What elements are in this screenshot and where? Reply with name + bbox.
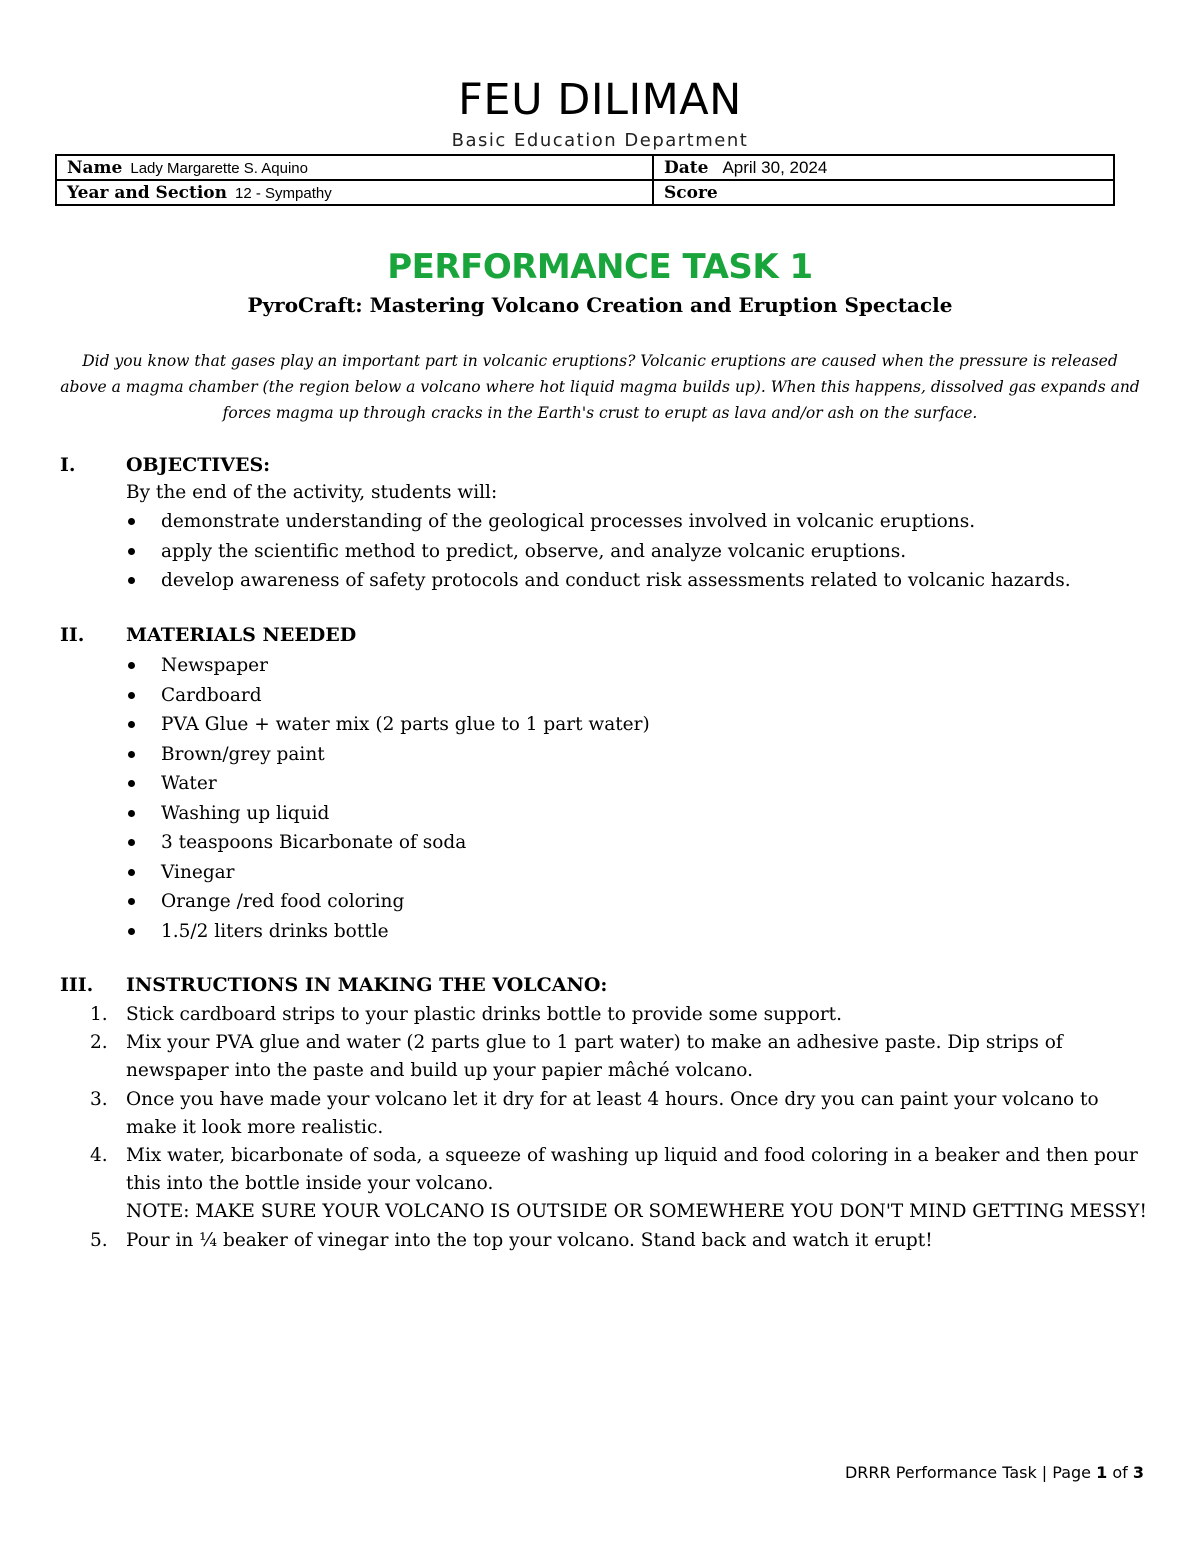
step-number: 1. bbox=[90, 1004, 108, 1025]
list-item bbox=[126, 740, 1156, 770]
list-item-text: PVA Glue + water mix (2 parts glue to 1 part water) bbox=[161, 714, 650, 735]
list-item bbox=[126, 858, 1156, 888]
list-item-text: Newspaper bbox=[161, 655, 268, 676]
task-subtitle: PyroCraft: Mastering Volcano Creation and Eruption Spectacle bbox=[247, 293, 953, 317]
list-item-text: Orange /red food coloring bbox=[161, 891, 405, 912]
list-item bbox=[90, 1142, 1150, 1227]
footer-of: of bbox=[1112, 1463, 1128, 1482]
list-item bbox=[126, 887, 1156, 917]
section-label: Year and Section bbox=[67, 182, 227, 203]
score-label: Score bbox=[664, 182, 718, 203]
step-number: 2. bbox=[90, 1032, 108, 1054]
list-item bbox=[126, 537, 1156, 567]
list-item bbox=[90, 1227, 1150, 1255]
list-item bbox=[126, 651, 1156, 681]
bullet-icon bbox=[128, 577, 135, 584]
intro-paragraph: Did you know that gases play an important part in volcanic eruptions? Volcanic eruptions are caused when the pressure is released above a magma chamber (the region below a volcano where hot liquid magma builds up). When this happens, dissolved gas expands and forces magma up through cracks in the Earth's crust to erupt as lava and/or ash on the surface. bbox=[60, 352, 1140, 422]
materials-heading: MATERIALS NEEDED bbox=[126, 624, 357, 646]
step-note: NOTE: MAKE SURE YOUR VOLCANO IS OUTSIDE OR SOMEWHERE YOU DON'T MIND GETTING MESSY! bbox=[126, 1201, 1147, 1223]
list-item-text: apply the scientific method to predict, observe, and analyze volcanic eruptions. bbox=[161, 540, 907, 562]
list-item-text: Brown/grey paint bbox=[161, 743, 325, 765]
objectives-heading: OBJECTIVES: bbox=[126, 454, 271, 476]
bullet-icon bbox=[128, 839, 135, 846]
bullet-icon bbox=[128, 721, 135, 728]
bullet-icon bbox=[128, 869, 135, 876]
list-item bbox=[126, 769, 1156, 799]
bullet-icon bbox=[128, 898, 135, 905]
date-label: Date bbox=[664, 157, 709, 178]
instructions-heading: INSTRUCTIONS IN MAKING THE VOLCANO: bbox=[126, 974, 608, 996]
list-item-text: 3 teaspoons Bicarbonate of soda bbox=[161, 832, 467, 853]
step-text: Mix water, bicarbonate of soda, a squeeze of washing up liquid and food coloring in a beaker and then pour this into the bottle inside your volcano. bbox=[126, 1145, 1138, 1195]
footer-label: DRRR Performance Task | Page bbox=[844, 1463, 1092, 1482]
school-name: FEU DILIMAN bbox=[458, 75, 742, 125]
step-text: Once you have made your volcano let it dry for at least 4 hours. Once dry you can paint your volcano to make it look more realistic. bbox=[126, 1088, 1099, 1138]
step-number: 4. bbox=[90, 1145, 108, 1167]
step-number: 3. bbox=[90, 1088, 108, 1110]
list-item bbox=[126, 507, 1156, 537]
list-item bbox=[126, 566, 1156, 596]
bullet-icon bbox=[128, 662, 135, 669]
list-item bbox=[126, 828, 1156, 858]
section-cell bbox=[56, 180, 653, 205]
bullet-icon bbox=[128, 928, 135, 935]
list-item bbox=[90, 1029, 1150, 1085]
objectives-lead: By the end of the activity, students will: bbox=[126, 482, 498, 503]
instructions-list bbox=[90, 1001, 1150, 1255]
materials-number: II. bbox=[60, 624, 85, 646]
bullet-icon bbox=[128, 692, 135, 699]
list-item bbox=[126, 681, 1156, 711]
section-value: 12 - Sympathy bbox=[235, 184, 332, 202]
bullet-icon bbox=[128, 780, 135, 787]
list-item-text: Cardboard bbox=[161, 684, 262, 706]
task-title: PERFORMANCE TASK 1 bbox=[387, 247, 813, 287]
date-value: April 30, 2024 bbox=[722, 157, 828, 177]
step-text: Pour in ¼ beaker of vinegar into the top your volcano. Stand back and watch it erupt! bbox=[126, 1229, 933, 1251]
list-item-text: Vinegar bbox=[161, 861, 235, 883]
list-item-text: Water bbox=[161, 773, 217, 794]
score-cell bbox=[653, 180, 1114, 205]
name-cell bbox=[56, 155, 653, 180]
current-page: 1 bbox=[1096, 1463, 1108, 1482]
bullet-icon bbox=[128, 518, 135, 525]
objectives-list bbox=[126, 507, 1156, 596]
step-text: Mix your PVA glue and water (2 parts glue to 1 part water) to make an adhesive paste. Dip strips of newspaper into the paste and build up your papier mâché volcano. bbox=[126, 1032, 1063, 1082]
instructions-number: III. bbox=[60, 974, 94, 996]
total-pages: 3 bbox=[1132, 1463, 1144, 1482]
list-item bbox=[126, 710, 1156, 740]
objectives-number: I. bbox=[60, 454, 76, 476]
list-item bbox=[90, 1001, 1150, 1029]
department-name: Basic Education Department bbox=[451, 130, 749, 151]
name-label: Name bbox=[67, 157, 123, 178]
page-footer bbox=[845, 1462, 1144, 1484]
list-item-text: 1.5/2 liters drinks bottle bbox=[161, 920, 389, 942]
date-cell bbox=[653, 155, 1114, 180]
materials-list bbox=[126, 651, 1156, 946]
bullet-icon bbox=[128, 751, 135, 758]
list-item-text: Washing up liquid bbox=[161, 802, 330, 824]
list-item bbox=[126, 799, 1156, 829]
list-item bbox=[126, 917, 1156, 947]
student-info-table bbox=[55, 154, 1115, 206]
step-text: Stick cardboard strips to your plastic drinks bottle to provide some support. bbox=[126, 1004, 842, 1025]
bullet-icon bbox=[128, 548, 135, 555]
list-item-text: demonstrate understanding of the geological processes involved in volcanic eruptions. bbox=[161, 511, 976, 532]
bullet-icon bbox=[128, 810, 135, 817]
step-number: 5. bbox=[90, 1229, 108, 1251]
list-item-text: develop awareness of safety protocols and conduct risk assessments related to volcanic hazards. bbox=[161, 570, 1071, 591]
name-value: Lady Margarette S. Aquino bbox=[130, 159, 308, 177]
list-item bbox=[90, 1086, 1150, 1142]
